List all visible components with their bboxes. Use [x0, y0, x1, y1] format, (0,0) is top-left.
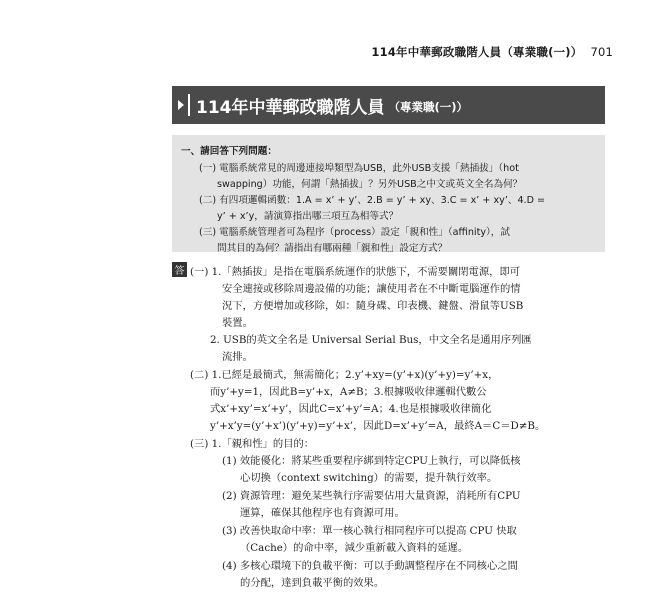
- answer-line: y’+x’y=(y’+x’)(y’+y)=y’+x’，因此D=x’+y’=A，最終A＝C＝D≠B。: [210, 420, 546, 432]
- answer-line: 的分配，達到負載平衡的效果。: [240, 577, 385, 589]
- answer-line: 2. USB的英文全名是 Universal Serial Bus，中文全名是通用序列匯: [210, 334, 532, 346]
- answer-line: (三) 1.「親和性」的目的：: [190, 438, 315, 450]
- running-header: [371, 44, 613, 60]
- answer-badge: 答: [172, 262, 187, 277]
- question-line: (二) 有四項邏輯函數：1.A = x’ + y’、2.B = y’ + xy、3.C = x’ + xy’、4.D =: [199, 195, 546, 206]
- answer-line: 運算，確保其他程序也有資源可用。: [240, 507, 405, 519]
- answer-line: (一) 1.「熱插拔」是指在電腦系統運作的狀態下，不需要關閉電源，即可: [190, 266, 521, 278]
- question-line: y’ + x’y，請演算指出哪三項互為相等式？: [217, 211, 399, 222]
- answer-line: 況下，方便增加或移除，如：隨身碟、印表機、鍵盤、滑鼠等USB: [222, 300, 524, 312]
- question-heading: 一、請回答下列問題：: [181, 146, 277, 157]
- answer-line: (二) 1.已經是最簡式，無需簡化；2.y’+xy=(y’+x)(y’+y)=y’+x，: [190, 369, 499, 381]
- question-line: (一) 電腦系統常見的周邊連接埠類型為USB，此外USB支援「熱插拔」（hot: [199, 163, 519, 174]
- question-line: 問其目的為何？請指出有哪兩種「親和性」設定方式？: [217, 243, 448, 254]
- answer-line: (4) 多核心環境下的負載平衡：可以手動調整程序在不同核心之間: [222, 560, 518, 572]
- answer-line: 安全連接或移除周邊設備的功能；讓使用者在不中斷電腦運作的情: [222, 283, 521, 295]
- answer-line: （Cache）的命中率，減少重新載入資料的延遲。: [240, 542, 469, 554]
- question-line: swapping）功能，何謂「熱插拔」？另外USB之中文或英文全名為何？: [217, 179, 523, 190]
- answer-line: (3) 改善快取命中率：單一核心執行相同程序可以提高 CPU 快取: [222, 525, 517, 537]
- answer-line: 流排。: [222, 351, 253, 363]
- divider-bar: [188, 94, 190, 116]
- banner-subtitle: （專業職(一)）: [388, 99, 469, 114]
- answer-line: (1) 效能優化：將某些重要程序綁到特定CPU上執行，可以降低核: [222, 455, 521, 467]
- section-banner: [172, 86, 605, 124]
- answer-line: 裝置。: [222, 317, 253, 329]
- answer-line: 而y’+y=1，因此B=y’+x，A≠B；3.根據吸收律邏輯代數公: [210, 386, 487, 398]
- page-number: 701: [590, 45, 613, 59]
- answer-line: 心切換（context switching）的需要，提升執行效率。: [240, 472, 498, 484]
- arrow-right-icon: [178, 100, 184, 110]
- question-box: [172, 135, 605, 252]
- answer-line: (2) 資源管理：避免某些執行序需要佔用大量資源，消耗所有CPU: [222, 490, 521, 502]
- running-header-title: 114年中華郵政職階人員（專業職(一)）: [371, 45, 583, 59]
- banner-title: 114年中華郵政職階人員: [196, 97, 385, 118]
- answer-line: 式x’+xy’=x’+y’，因此C=x’+y’=A；4.也是根據吸收律簡化: [210, 403, 492, 415]
- question-line: (三) 電腦系統管理者可為程序（process）設定「親和性」（affinity），試: [199, 227, 510, 238]
